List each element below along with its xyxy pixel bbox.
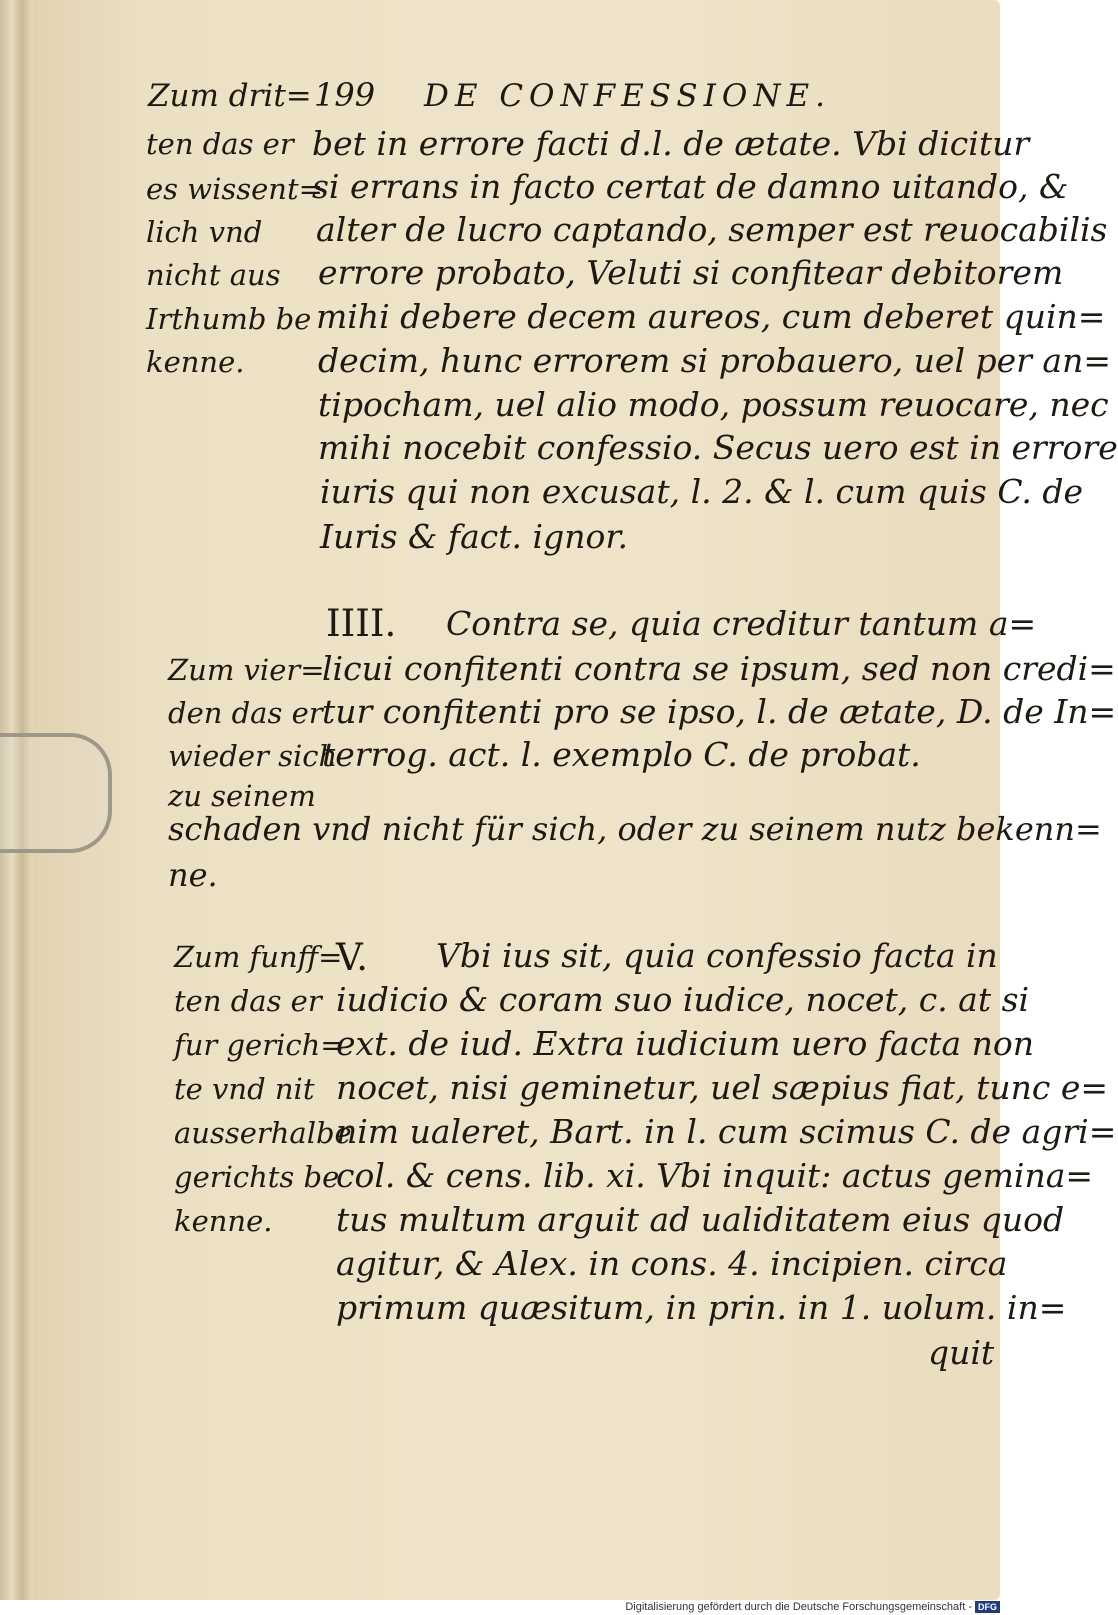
margin-note-line: wieder sich [168,739,338,773]
margin-note-line: Irthumb be [146,302,312,336]
margin-note-line: Zum vier= [168,653,325,687]
margin-note-line: te vnd nit [174,1072,315,1106]
text-line: nim ualeret, Bart. in l. cum scimus C. de agri= [336,1112,1117,1151]
dfg-logo: DFG [975,1601,1000,1613]
text-line: mihi nocebit confessio. Secus uero est in errore [318,428,1118,467]
text-line: nocet, nisi geminetur, uel sæpius fiat, tunc e= [336,1068,1109,1107]
margin-note-line: zu seinem [168,779,316,813]
text-line: primum quæsitum, in prin. in 1. uolum. in= [336,1288,1067,1327]
text-line: decim, hunc errorem si probauero, uel per an= [318,341,1111,380]
margin-note-line: ten das er [146,127,294,161]
section-number: IIII. [326,602,397,645]
text-line: terrog. act. l. exemplo C. de probat. [322,735,921,774]
text-line: tipocham, uel alio modo, possum reuocare, nec [318,385,1109,424]
text-line: tus multum arguit ad ualiditatem eius quod [336,1200,1065,1239]
margin-note-line: den das er [168,696,323,730]
text-line: schaden vnd nicht für sich, oder zu seinem nutz bekenn= [168,810,1102,848]
text-line: Iuris & fact. ignor. [320,517,628,556]
margin-note-line: lich vnd [146,215,263,249]
margin-note-line: es wissent= [146,172,323,206]
text-line: licui confitenti contra se ipsum, sed non credi= [322,649,1116,688]
margin-note-line: kenne. [174,1204,273,1238]
margin-note-line: fur gerich= [174,1028,345,1062]
text-line: iudicio & coram suo iudice, nocet, c. at si [336,980,1030,1019]
margin-note-line: kenne. [146,345,245,379]
page-clip [0,733,112,853]
margin-note-line: Zum funff= [174,940,343,974]
text-line: si errans in facto certat de damno uitando, & [312,167,1069,206]
margin-note-line: gerichts be [174,1160,340,1194]
text-line: alter de lucro captando, semper est reuocabilis [316,210,1108,249]
margin-note-line: nicht aus [146,258,281,292]
text-line: agitur, & Alex. in cons. 4. incipien. circa [336,1244,1008,1283]
text-line: mihi debere decem aureos, cum deberet quin= [316,297,1106,336]
text-line: Contra se, quia creditur tantum a= [446,604,1037,643]
page-number: 199 [314,76,376,114]
margin-note-line: ten das er [174,984,322,1018]
text-line: Vbi ius sit, quia confessio facta in [436,936,998,975]
text-line: col. & cens. lib. xi. Vbi inquit: actus gemina= [336,1156,1094,1195]
header-margin-word: Zum drit= [148,78,312,114]
text-line: ne. [168,856,218,894]
margin-note-line: ausserhalbe [174,1116,352,1150]
text-line: errore probato, Veluti si confitear debitorem [318,253,1064,292]
footer [590,1600,1000,1615]
text-line: bet in errore facti d.l. de ætate. Vbi dicitur [312,124,1030,163]
catchword: quit [928,1333,995,1372]
text-line: iuris qui non excusat, l. 2. & l. cum quis C. de [320,472,1084,511]
text-line: ext. de iud. Extra iudicium uero facta non [336,1024,1034,1063]
section-number: V. [336,936,369,979]
footer-text: Digitalisierung gefördert durch die Deutsche Forschungsgemeinschaft - [625,1601,972,1613]
text-line: tur confitenti pro se ipso, l. de ætate, D. de In= [322,692,1117,731]
running-title: DE CONFESSIONE. [424,78,831,114]
